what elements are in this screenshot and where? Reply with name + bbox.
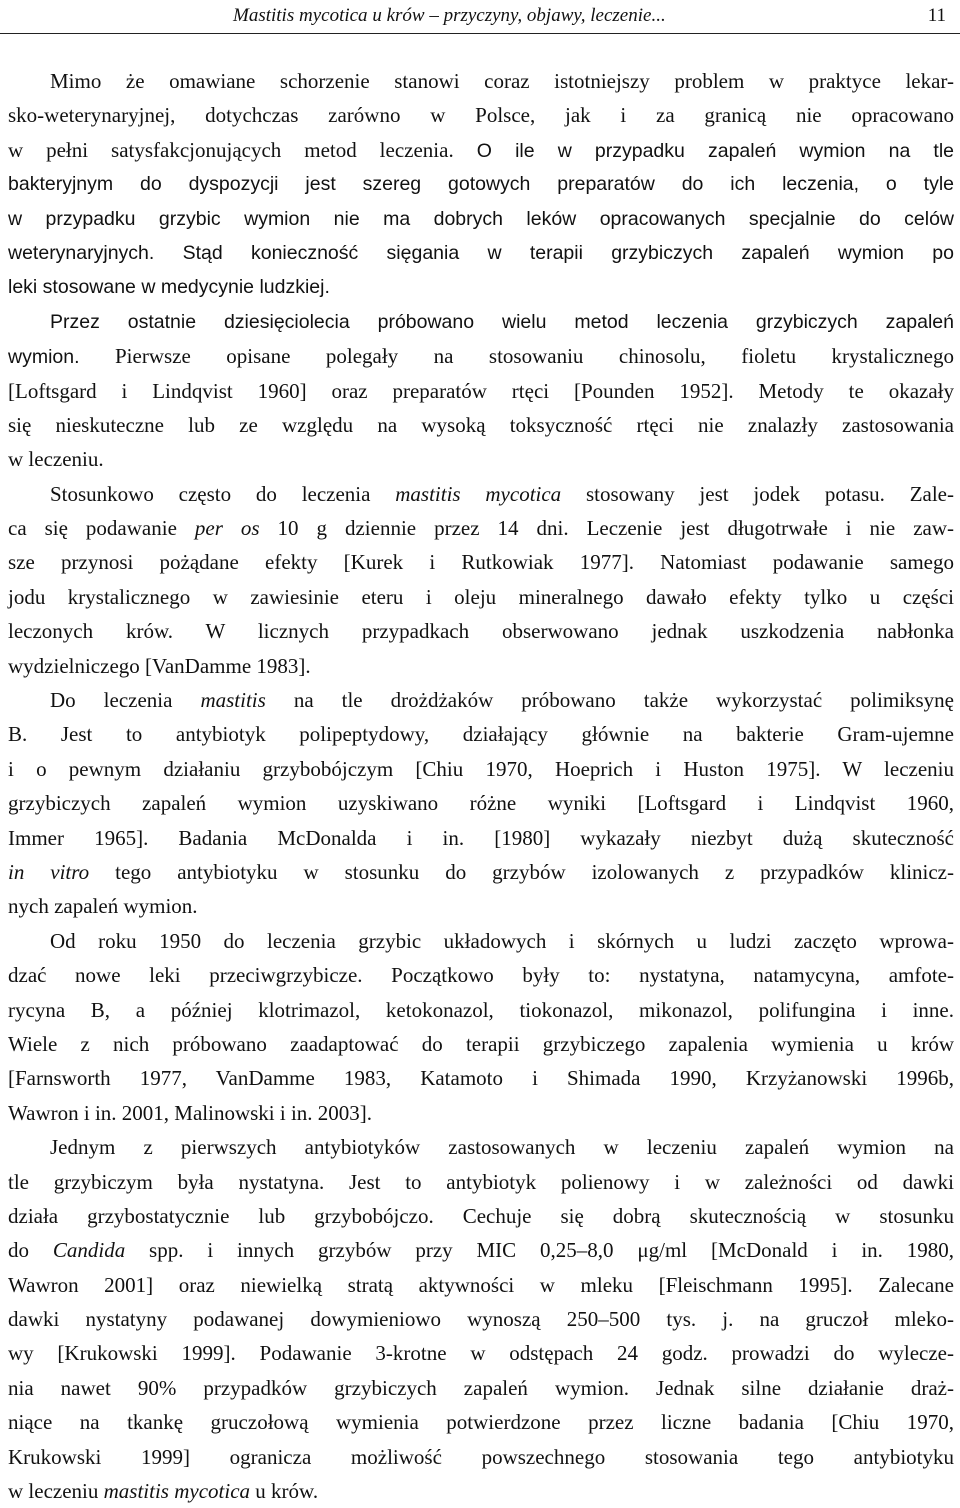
body-text — [8, 64, 954, 1508]
text-segment-italic: mastitis mycotica — [103, 1479, 251, 1504]
text-line: Immer 1965]. Badania McDonalda i in. [1980] wykazały niezbyt dużą skuteczność — [8, 825, 954, 850]
text-line: sze przynosi pożądane efekty [Kurek i Rutkowiak 1977]. Natomiast podawanie samego — [8, 550, 954, 575]
text-line — [8, 1474, 954, 1508]
text-line: w leczeniu. — [8, 447, 104, 472]
text-segment: spp. i innych grzybów przy MIC 0,25–8,0 μg/ml [McDonald i in. 1980, — [125, 1238, 955, 1263]
text-segment-sans: O ile w przypadku zapaleń wymion na tle — [453, 139, 954, 162]
text-segment-italic: in vitro — [8, 859, 90, 884]
text-line: nia nawet 90% przypadków grzybiczych zapaleń wymion. Jednak silne działanie draż- — [8, 1375, 954, 1400]
text-line: Krukowski 1999] ogranicza możliwość powszechnego stosowania tego antybiotyku — [8, 1444, 954, 1469]
running-header — [0, 0, 960, 34]
text-line: Jednym z pierwszych antybiotyków zastosowanych w leczeniu zapaleń wymion na — [50, 1135, 954, 1160]
text-line: grzybiczych zapaleń wymion uzyskiwano różne wyniki [Loftsgard i Lindqvist 1960, — [8, 791, 954, 816]
text-line — [8, 133, 954, 167]
text-segment-italic: per os — [194, 516, 260, 541]
text-line: wy [Krukowski 1999]. Podawanie 3-krotne w odstępach 24 godz. prowadzi do wylecze- — [8, 1341, 954, 1366]
text-line: Wawron i in. 2001, Malinowski i in. 2003]. — [8, 1100, 373, 1125]
text-segment: ca się podawanie — [8, 516, 195, 541]
text-line: Od roku 1950 do leczenia grzybic układowych i skórnych u ludzi zaczęto wprowa- — [50, 928, 954, 953]
text-line: się nieskuteczne lub ze względu na wysoką toksyczność rtęci nie znalazły zastosowania — [8, 412, 954, 437]
text-line: weterynaryjnych. Stąd konieczność sięgania w terapii grzybiczych zapaleń wymion po — [8, 241, 954, 264]
text-line — [8, 511, 954, 545]
text-segment: 10 g dziennie przez 14 dni. Leczenie jest długotrwałe i nie zaw- — [259, 516, 954, 541]
text-segment: na tle drożdżaków próbowano także wykorzystać polimiksynę — [265, 688, 954, 713]
text-segment: w pełni satysfakcjonujących metod leczenia. — [8, 137, 454, 162]
text-line: [Farnsworth 1977, VanDamme 1983, Katamoto i Shimada 1990, Krzyżanowski 1996b, — [8, 1066, 954, 1091]
text-line — [8, 477, 954, 511]
text-line: wydzielniczego [VanDamme 1983]. — [8, 653, 311, 678]
text-line: B. Jest to antybiotyk polipeptydowy, działający głównie na bakterie Gram-ujemne — [8, 722, 954, 747]
header-title-rest: u krów – przyczyny, objawy, leczenie... — [367, 5, 666, 26]
text-line: bakteryjnym do dyspozycji jest szereg gotowych preparatów do ich leczenia, o tyle — [8, 173, 954, 196]
text-line — [8, 1233, 954, 1267]
text-segment-italic: mastitis mycotica — [395, 481, 562, 506]
text-line: dawki nystatyny podawanej dowymieniowo wynoszą 250–500 tys. j. na gruczoł mleko- — [8, 1307, 954, 1332]
text-line: Mimo że omawiane schorzenie stanowi coraz istotniejszy problem w praktyce lekar- — [50, 69, 954, 93]
text-line: rycyna B, a później klotrimazol, ketokonazol, tiokonazol, mikonazol, polifungina i inne. — [8, 997, 954, 1022]
text-segment-italic: mastitis — [200, 688, 266, 713]
text-line — [8, 683, 954, 717]
text-line: niące na tkankę gruczołową wymienia potwierdzone przez liczne badania [Chiu 1970, — [8, 1410, 954, 1435]
text-segment-italic: Candida — [52, 1238, 126, 1263]
text-line: dzać nowe leki przeciwgrzybicze. Początkowo były to: nystatyna, natamycyna, amfote- — [8, 963, 954, 988]
text-line: [Loftsgard i Lindqvist 1960] oraz preparatów rtęci [Pounden 1952]. Metody te okazały — [8, 378, 954, 403]
text-line: i o pewnym działaniu grzybobójczym [Chiu 1970, Hoeprich i Huston 1975]. W leczeniu — [8, 756, 954, 781]
text-line: leki stosowane w medycynie ludzkiej. — [8, 276, 330, 299]
text-segment-sans: wymion. — [8, 346, 80, 369]
text-segment: Stosunkowo często do leczenia — [50, 481, 396, 506]
text-line — [8, 855, 954, 889]
text-line: Wiele z nich próbowano zaadaptować do terapii grzybiczego zapalenia wymienia u krów — [8, 1031, 954, 1056]
text-segment: w leczeniu — [8, 1479, 104, 1504]
text-line: działa grzybostatycznie lub grzybobójczo. Cechuje się dobrą skutecznością w stosunku — [8, 1203, 954, 1228]
text-line: sko-weterynaryjnej, dotychczas zarówno w Polsce, jak i za granicą nie opracowano — [8, 103, 954, 128]
text-line: w przypadku grzybic wymion nie ma dobrych leków opracowanych specjalnie do celów — [8, 207, 954, 230]
text-line: Przez ostatnie dziesięciolecia próbowano wielu metod leczenia grzybiczych zapaleń — [50, 310, 954, 333]
text-line: jodu krystalicznego w zawiesinie eteru i oleju mineralnego dawało efekty tylko u części — [8, 584, 954, 609]
text-segment: u krów. — [250, 1479, 319, 1504]
text-line: tle grzybiczym była nystatyna. Jest to antybiotyk polienowy i w zależności od dawki — [8, 1169, 954, 1194]
text-segment: Do leczenia — [50, 688, 201, 713]
text-line: nych zapaleń wymion. — [8, 894, 198, 919]
text-line — [8, 339, 954, 373]
text-segment: stosowany jest jodek potasu. Zale- — [561, 481, 954, 506]
text-segment: tego antybiotyku w stosunku do grzybów izolowanych z przypadków klinicz- — [89, 859, 954, 884]
text-segment: do — [8, 1238, 53, 1263]
text-line: Wawron 2001] oraz niewielką stratą aktywności w mleku [Fleischmann 1995]. Zalecane — [8, 1272, 954, 1297]
running-header-title — [233, 4, 666, 28]
text-line: leczonych krów. W licznych przypadkach obserwowano jednak uszkodzenia nabłonka — [8, 619, 954, 644]
header-title-italic: Mastitis mycotica — [233, 5, 368, 26]
page-number: 11 — [927, 5, 946, 26]
text-segment: Pierwsze opisane polegały na stosowaniu chinosolu, fioletu krystalicznego — [79, 344, 954, 369]
